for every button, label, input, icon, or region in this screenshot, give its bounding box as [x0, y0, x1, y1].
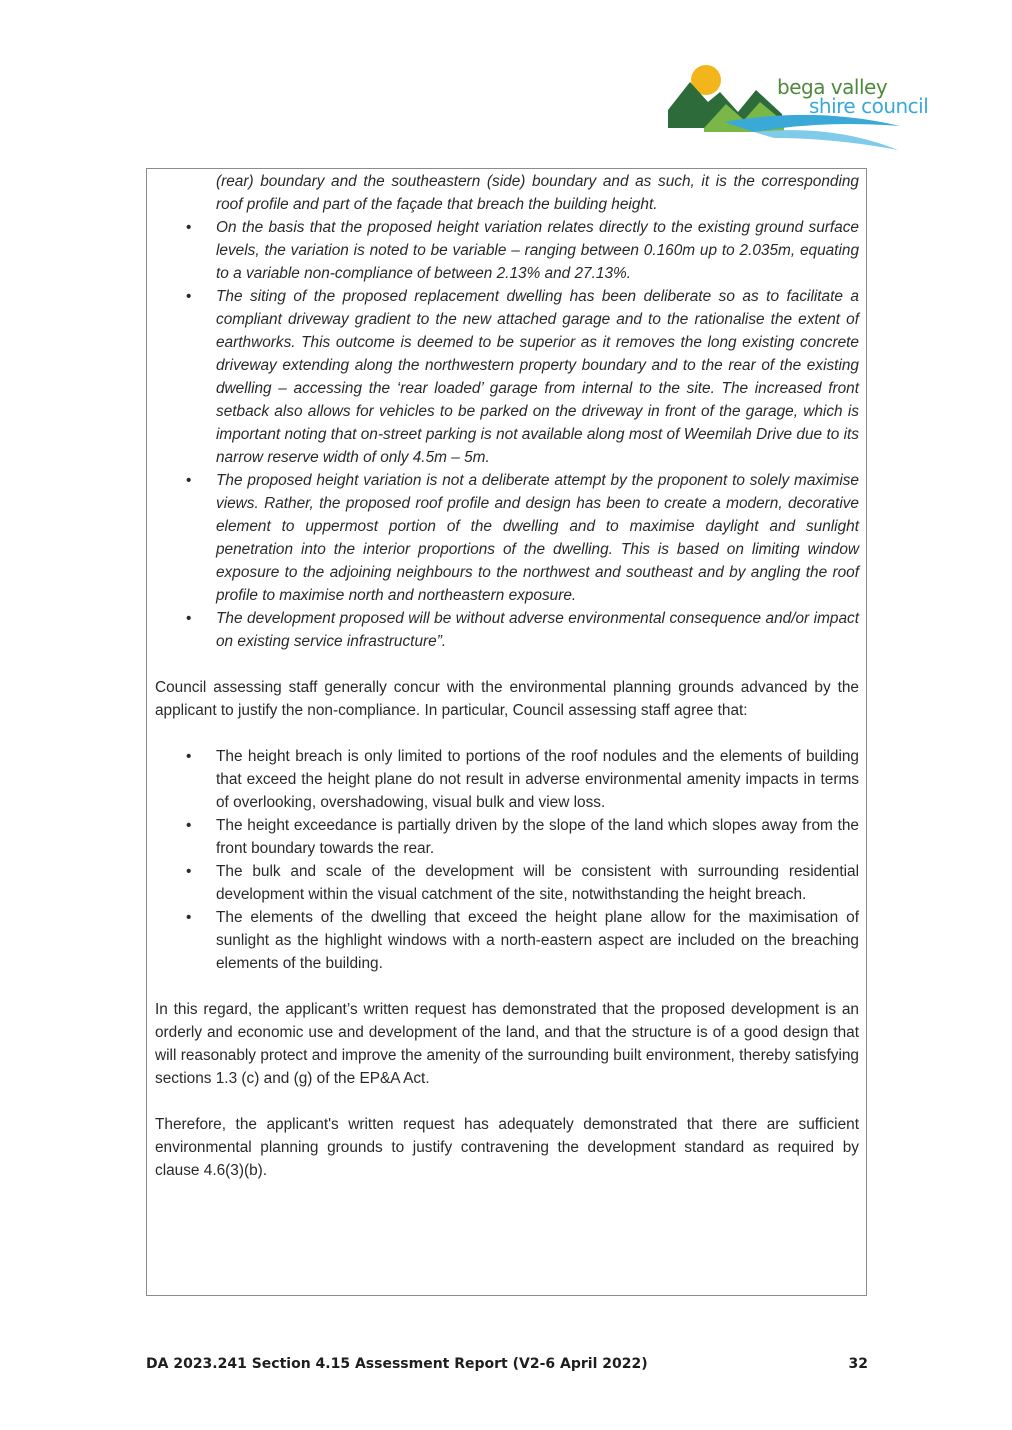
report-title: DA 2023.241 Section 4.15 Assessment Report (V2-6 April 2022) [146, 1356, 648, 1372]
paragraph-concur: Council assessing staff generally concur with the environmental planning grounds advanced by the applicant to justify the non-compliance. In particular, Council assessing staff agree that: [155, 679, 859, 719]
list-item: • The proposed height variation is not a deliberate attempt by the proponent to solely maximise views. Rather, the proposed roof profile and design has been to create a modern, decorative element to uppermost portion of the dwelling and to maximise daylight and sunlight penetration into the interior proportions of the dwelling. This is based on limiting window exposure to the adjoining neighbours to the northwest and southeast and by angling the roof profile to maximise north and northeastern exposure. [186, 472, 859, 604]
logo-line-2: shire council [809, 94, 929, 118]
list-item-text: On the basis that the proposed height variation relates directly to the existing ground surface levels, the variation is noted to be variable – ranging between 0.160m up to 2.035m, equating to a variable non-compliance of between 2.13% and 27.13%. [216, 219, 859, 282]
list-item: • The bulk and scale of the development will be consistent with surrounding residential development within the visual catchment of the site, notwithstanding the height breach. [186, 863, 859, 903]
list-item-text: The height exceedance is partially driven by the slope of the land which slopes away from the front boundary towards the rear. [216, 817, 859, 857]
page-footer [146, 1356, 868, 1372]
document-body [155, 170, 859, 1182]
list-item-text: The bulk and scale of the development will be consistent with surrounding residential development within the visual catchment of the site, notwithstanding the height breach. [216, 863, 859, 903]
list-item-text: The proposed height variation is not a deliberate attempt by the proponent to solely maximise views. Rather, the proposed roof profile and design has been to create a modern, decorative element to uppermost portion of the dwelling and to maximise daylight and sunlight penetration into the interior proportions of the dwelling. This is based on limiting window exposure to the adjoining neighbours to the northwest and southeast and by angling the roof profile to maximise north and northeastern exposure. [216, 472, 859, 604]
list-item-text: The elements of the dwelling that exceed the height plane allow for the maximisation of sunlight as the highlight windows with a north-eastern aspect are included on the breaching elements of the building. [216, 909, 859, 972]
page-number: 32 [848, 1356, 868, 1372]
applicant-grounds-list [155, 216, 859, 653]
paragraph-in-this-regard: In this regard, the applicant’s written request has demonstrated that the proposed development is an orderly and economic use and development of the land, and that the structure is of a good design that will reasonably protect and improve the amenity of the surrounding built environment, thereby satisfying sections 1.3 (c) and (g) of the EP&A Act. [155, 1001, 859, 1087]
list-item-text: The development proposed will be without adverse environmental consequence and/or impact on existing service infrastructure”. [216, 610, 859, 650]
list-item: • The siting of the proposed replacement dwelling has been deliberate so as to facilitate a compliant driveway gradient to the new attached garage and to the rationalise the extent of earthworks. This outcome is deemed to be superior as it removes the long existing concrete driveway extending along the northwestern property boundary and to the rear of the existing dwelling – accessing the ‘rear loaded’ garage from internal to the site. The increased front setback also allows for vehicles to be parked on the driveway in front of the garage, which is important noting that on-street parking is not available along most of Weemilah Drive due to its narrow reserve width of only 4.5m – 5m. [186, 288, 859, 466]
list-item: • On the basis that the proposed height variation relates directly to the existing ground surface levels, the variation is noted to be variable – ranging between 0.160m up to 2.035m, equating to a variable non-compliance of between 2.13% and 27.13%. [186, 219, 859, 282]
list-item-text: The height breach is only limited to portions of the roof nodules and the elements of building that exceed the height plane do not result in adverse environmental amenity impacts in terms of overlooking, overshadowing, visual bulk and view loss. [216, 748, 859, 811]
paragraph-therefore: Therefore, the applicant's written request has adequately demonstrated that there are sufficient environmental planning grounds to justify contravening the development standard as required by clause 4.6(3)(b). [155, 1116, 859, 1179]
list-item: • The elements of the dwelling that exceed the height plane allow for the maximisation of sunlight as the highlight windows with a north-eastern aspect are included on the breaching elements of the building. [186, 909, 859, 972]
logo-wordmark [777, 75, 929, 118]
continuation-text: (rear) boundary and the southeastern (side) boundary and as such, it is the corresponding roof profile and part of the façade that breach the building height. [216, 173, 859, 213]
staff-agreement-list [155, 745, 859, 975]
list-item-text: The siting of the proposed replacement dwelling has been deliberate so as to facilitate a compliant driveway gradient to the new attached garage and to the rationalise the extent of earthworks. This outcome is deemed to be superior as it removes the long existing concrete driveway extending along the northwestern property boundary and to the rear of the existing dwelling – accessing the ‘rear loaded’ garage from internal to the site. The increased front setback also allows for vehicles to be parked on the driveway in front of the garage, which is important noting that on-street parking is not available along most of Weemilah Drive due to its narrow reserve width of only 4.5m – 5m. [216, 288, 859, 466]
logo-line-1: bega valley [777, 75, 888, 99]
list-item: • The development proposed will be without adverse environmental consequence and/or impact on existing service infrastructure”. [186, 610, 859, 650]
list-item: • The height breach is only limited to portions of the roof nodules and the elements of building that exceed the height plane do not result in adverse environmental amenity impacts in terms of overlooking, overshadowing, visual bulk and view loss. [186, 748, 859, 811]
list-item: • The height exceedance is partially driven by the slope of the land which slopes away from the front boundary towards the rear. [186, 817, 859, 857]
